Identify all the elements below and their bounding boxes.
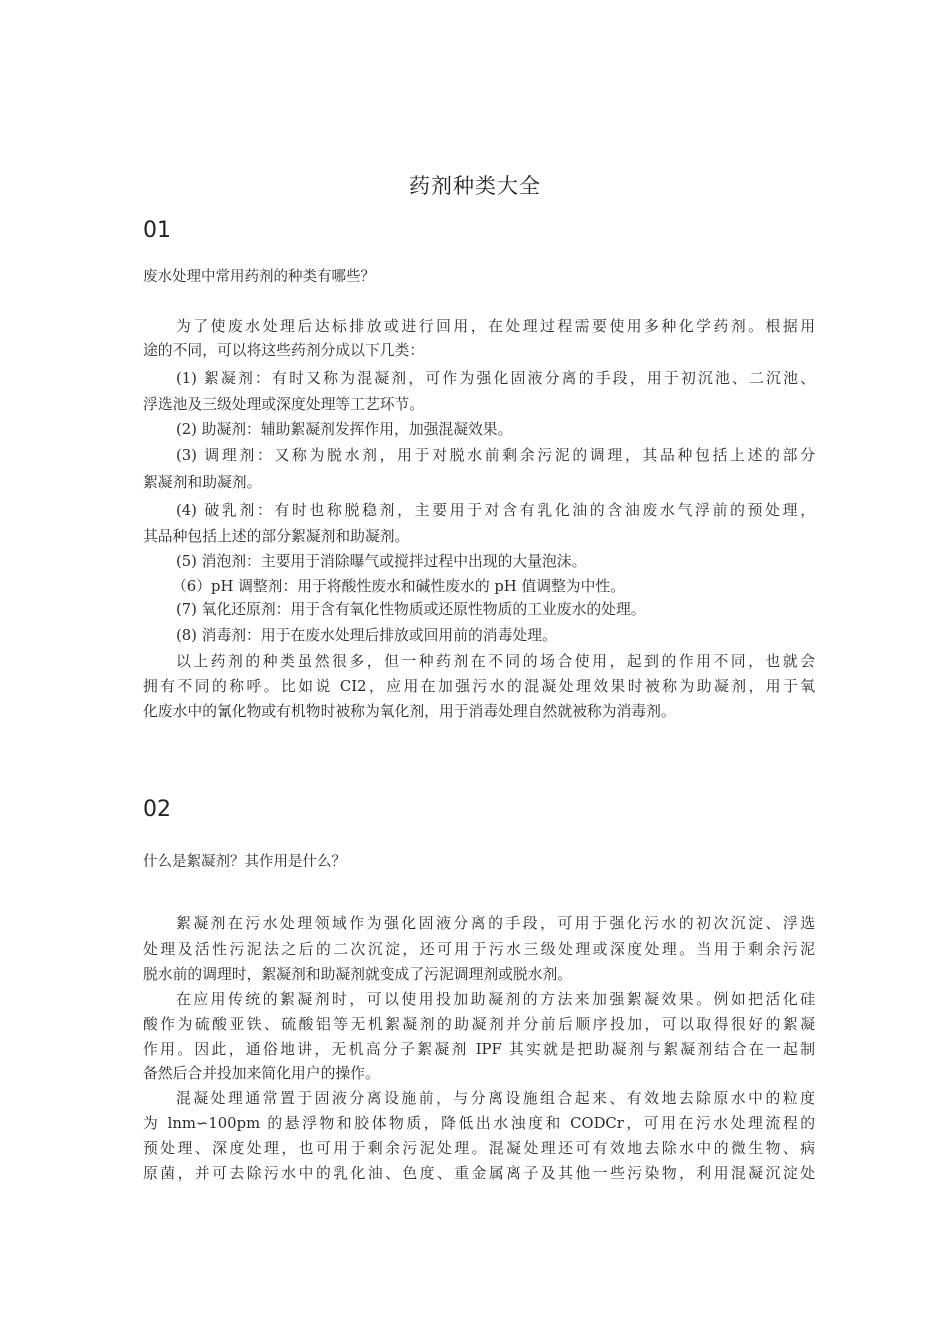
paragraph-line: 絮凝剂在污水处理领域作为强化固液分离的手段，可用于强化污水的初次沉淀、浮选 [176,915,815,932]
paragraph-line: 以上药剂的种类虽然很多，但一种药剂在不同的场合使用，起到的作用不同，也就会 [176,653,815,670]
document-title: 药剂种类大全 [409,174,541,198]
section-question: 什么是絮凝剂？其作用是什么？ [143,854,346,870]
paragraph-line: 作用。因此，通俗地讲，无机高分子絮凝剂 IPF 其实就是把助凝剂与絮凝剂结合在一起制 [143,1041,815,1058]
paragraph-line: 备然后合并投加来简化用户的操作。 [143,1065,380,1082]
list-item: （6）pH 调整剂：用于将酸性废水和碱性废水的 pH 值调整为中性。 [172,578,625,595]
paragraph-line: 为了使废水处理后达标排放或进行回用，在处理过程需要使用多种化学药剂。根据用 [176,318,815,335]
paragraph-line: 途的不同，可以将这些药剂分成以下几类： [143,342,425,359]
section-question: 废水处理中常用药剂的种类有哪些？ [143,269,375,285]
list-item: (3) 调理剂：又称为脱水剂，用于对脱水前剩余污泥的调理，其品种包括上述的部分 [176,447,815,464]
paragraph-line: 处理及活性污泥法之后的二次沉淀，还可用于污水三级处理或深度处理。当用于剩余污泥 [143,941,815,958]
paragraph-line: 脱水前的调理时，絮凝剂和助凝剂就变成了污泥调理剂或脱水剂。 [143,966,573,983]
list-item: (1) 絮凝剂：有时又称为混凝剂，可作为强化固液分离的手段，用于初沉池、二沉池、 [176,370,815,387]
section-number: 02 [143,797,171,822]
paragraph-line: 其品种包括上述的部分絮凝剂和助凝剂。 [143,528,410,545]
paragraph-line: 化废水中的氰化物或有机物时被称为氧化剂，用于消毒处理自然就被称为消毒剂。 [143,703,676,720]
paragraph-line: 在应用传统的絮凝剂时，可以使用投加助凝剂的方法来加强絮凝效果。例如把活化硅 [176,991,815,1008]
paragraph-line: 混凝处理通常置于固液分离设施前，与分离设施组合起来、有效地去除原水中的粒度 [176,1090,815,1107]
list-item: (4) 破乳剂：有时也称脱稳剂，主要用于对含有乳化油的含油废水气浮前的预处理， [176,502,815,519]
list-item: (7) 氧化还原剂：用于含有氧化性物质或还原性物质的工业废水的处理。 [176,601,646,618]
list-item: (2) 助凝剂：辅助絮凝剂发挥作用，加强混凝效果。 [176,421,513,438]
list-item: (5) 消泡剂：主要用于消除曝气或搅拌过程中出现的大量泡沫。 [176,553,587,570]
list-item: (8) 消毒剂：用于在废水处理后排放或回用前的消毒处理。 [176,627,557,644]
paragraph-line: 浮选池及三级处理或深度处理等工艺环节。 [143,396,425,413]
paragraph-line: 酸作为硫酸亚铁、硫酸铝等无机絮凝剂的助凝剂并分前后顺序投加，可以取得很好的絮凝 [143,1016,815,1033]
paragraph-line: 为 lnm∽100pm 的悬浮物和胶体物质，降低出水浊度和 CODCr，可用在污水处理流程的 [143,1115,815,1132]
paragraph-line: 絮凝剂和助凝剂。 [143,474,262,491]
paragraph-line: 预处理、深度处理，也可用于剩余污泥处理。混凝处理还可有效地去除水中的微生物、病 [143,1140,815,1157]
paragraph-line: 拥有不同的称呼。比如说 CI2，应用在加强污水的混凝处理效果时被称为助凝剂，用于氧 [143,678,815,695]
paragraph-line: 原菌，并可去除污水中的乳化油、色度、重金属离子及其他一些污染物，利用混凝沉淀处 [143,1165,815,1182]
section-number: 01 [143,218,171,243]
